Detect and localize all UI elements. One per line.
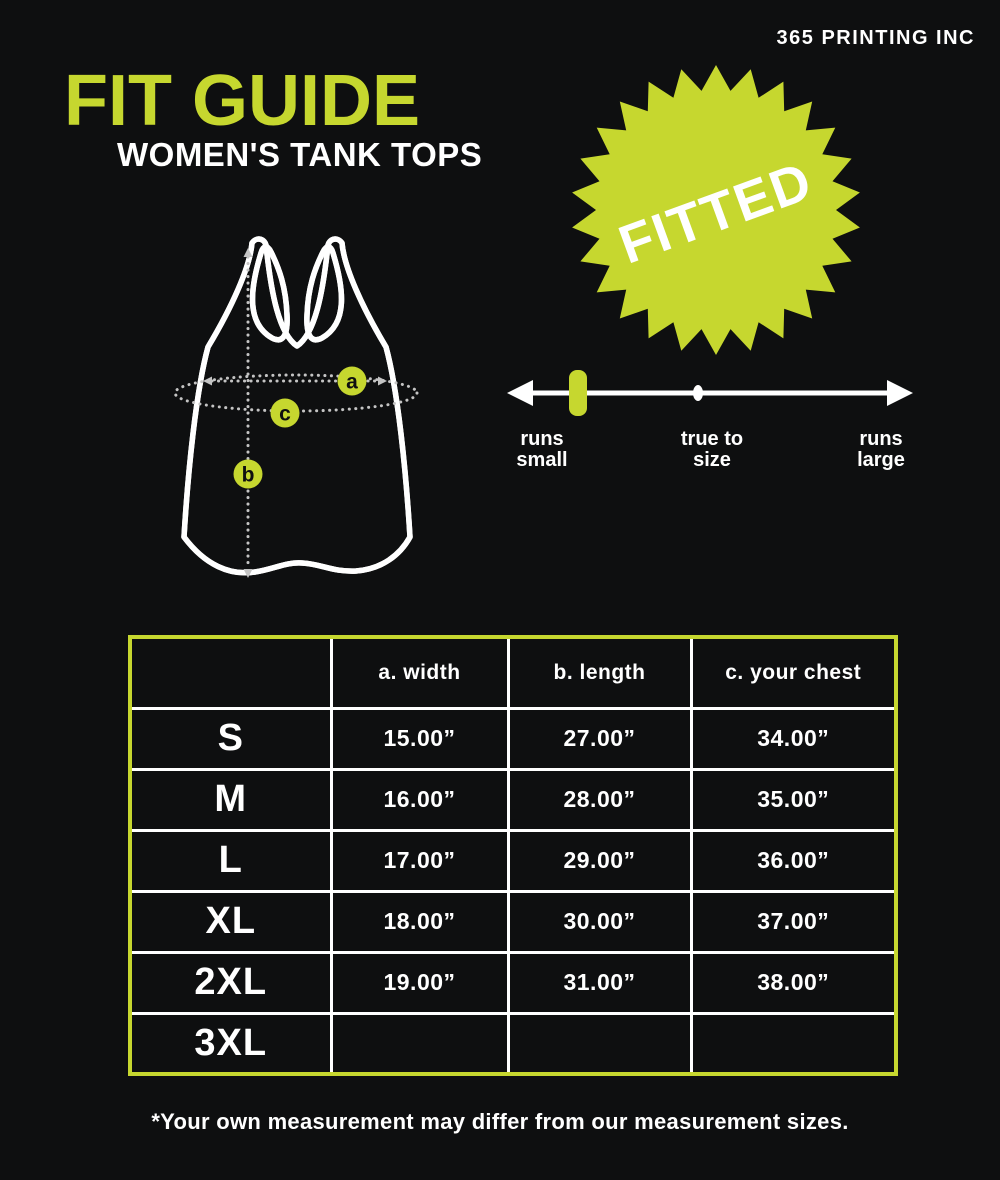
width-cell: 16.00” (331, 769, 508, 830)
table-row (130, 830, 896, 891)
size-table-header-row (130, 637, 896, 708)
fit-scale (505, 369, 915, 474)
scale-position-marker (569, 370, 587, 416)
marker-c-label: c (279, 402, 291, 426)
length-cell: 29.00” (508, 830, 691, 891)
width-cell: 18.00” (331, 891, 508, 952)
chest-cell: 37.00” (691, 891, 896, 952)
width-cell: 19.00” (331, 952, 508, 1013)
tank-top-diagram (160, 235, 440, 595)
table-row (130, 952, 896, 1013)
fitted-badge (570, 64, 862, 356)
scale-center-tick (693, 385, 703, 401)
size-cell: 3XL (130, 1013, 331, 1074)
width-cell: 15.00” (331, 708, 508, 769)
footnote: *Your own measurement may differ from our measurement sizes. (151, 1109, 849, 1134)
size-cell: 2XL (130, 952, 331, 1013)
length-cell: 30.00” (508, 891, 691, 952)
chest-cell: 35.00” (691, 769, 896, 830)
page-subtitle: WOMEN'S TANK TOPS (117, 136, 483, 173)
width-cell: 17.00” (331, 830, 508, 891)
table-row (130, 769, 896, 830)
header-width: a. width (331, 637, 508, 708)
brand-name: 365 PRINTING INC (776, 27, 975, 49)
length-cell: 31.00” (508, 952, 691, 1013)
table-row (130, 708, 896, 769)
length-cell: 28.00” (508, 769, 691, 830)
arrow-left-icon (203, 377, 212, 386)
scale-arrow-left-icon (507, 380, 533, 406)
scale-label-true-to-size: true to size (680, 428, 744, 471)
scale-label-runs-small: runs small (516, 428, 568, 471)
page-title: FIT GUIDE (64, 61, 420, 141)
size-cell: M (130, 769, 331, 830)
width-cell (331, 1013, 508, 1074)
scale-arrow-right-icon (887, 380, 913, 406)
size-cell: S (130, 708, 331, 769)
marker-a (338, 367, 367, 396)
size-cell: XL (130, 891, 331, 952)
length-cell: 27.00” (508, 708, 691, 769)
marker-b-label: b (241, 463, 255, 487)
header-empty (130, 637, 331, 708)
header-length: b. length (508, 637, 691, 708)
size-table (128, 635, 898, 1076)
fitted-badge-label: FITTED (611, 150, 821, 276)
chest-cell: 38.00” (691, 952, 896, 1013)
chest-cell: 36.00” (691, 830, 896, 891)
marker-b (234, 460, 263, 489)
marker-a-label: a (346, 370, 358, 394)
arrow-right-icon (378, 377, 387, 386)
header-chest: c. your chest (691, 637, 896, 708)
scale-label-runs-large: runs large (857, 428, 905, 471)
chest-cell: 34.00” (691, 708, 896, 769)
chest-cell (691, 1013, 896, 1074)
length-cell (508, 1013, 691, 1074)
size-cell: L (130, 830, 331, 891)
marker-c (271, 399, 300, 428)
table-row (130, 891, 896, 952)
table-row (130, 1013, 896, 1074)
